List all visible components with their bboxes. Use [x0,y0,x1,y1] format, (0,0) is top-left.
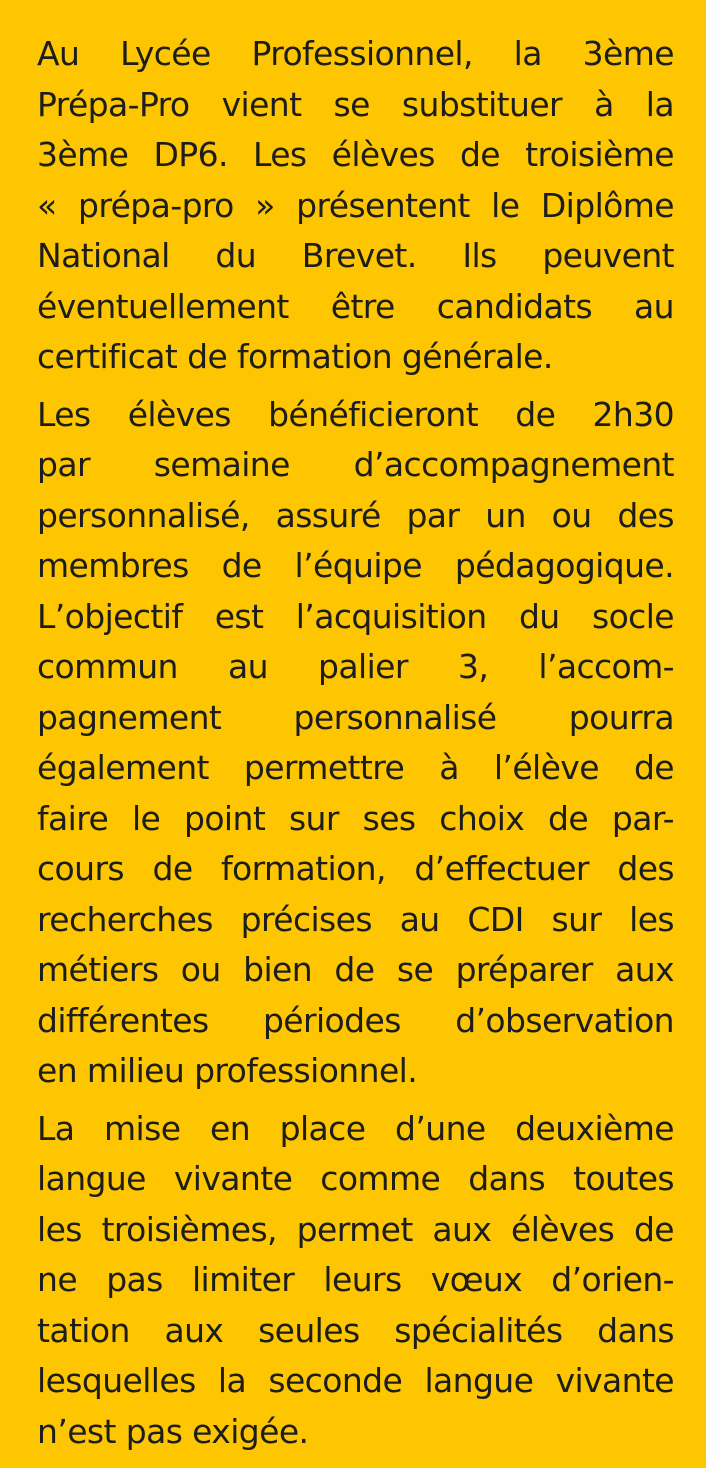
text-line: éventuellement être candidats au [37,286,674,326]
text-line: La mise en place d’une deuxième [37,1108,674,1148]
text-line: Prépa-Pro vient se substituer à la [37,84,674,124]
text-line: Les élèves bénéficieront de 2h30 [37,394,674,434]
text-line: 3ème DP6. Les élèves de troisième [37,135,674,174]
text-line: par semaine d’accompagnement [37,445,674,484]
text-line: « prépa-pro » présentent le Diplôme [37,185,674,225]
text-line: membres de l’équipe pédagogique. [37,546,674,585]
text-line: également permettre à l’élève de [37,748,674,787]
text-line: tation aux seules spécialités dans [37,1310,674,1350]
text-line: n’est pas exigée. [37,1411,309,1451]
text-line: recherches précises au CDI sur les [37,899,674,939]
text-line: personnalisé, assuré par un ou des [37,495,674,535]
text-line: pagnement personnalisé pourra [37,697,674,737]
text-line: L’objectif est l’acquisition du socle [37,596,674,636]
paragraph-prepa-pro [37,29,674,383]
text-line: faire le point sur ses choix de par- [37,798,674,838]
text-line: les troisièmes, permet aux élèves de [37,1209,674,1249]
text-line: métiers ou bien de se préparer aux [37,950,674,989]
text-line: lesquelles la seconde langue vivante [37,1361,674,1400]
text-line: certificat de formation générale. [37,337,553,376]
text-line: différentes périodes d’observation [37,1000,674,1040]
paragraph-spacer [37,383,674,390]
text-line: Au Lycée Professionnel, la 3ème [37,34,674,73]
paragraph-langue-vivante [37,1104,674,1458]
text-line: en milieu professionnel. [37,1051,418,1090]
text-line: langue vivante comme dans toutes [37,1159,674,1198]
text-line: cours de formation, d’effectuer des [37,849,674,888]
text-line: National du Brevet. Ils peuvent [37,236,674,275]
paragraph-accompagnement [37,390,674,1097]
paragraph-spacer [37,1097,674,1104]
text-line: commun au palier 3, l’accom- [37,647,674,686]
text-line: ne pas limiter leurs vœux d’orien- [37,1260,674,1299]
